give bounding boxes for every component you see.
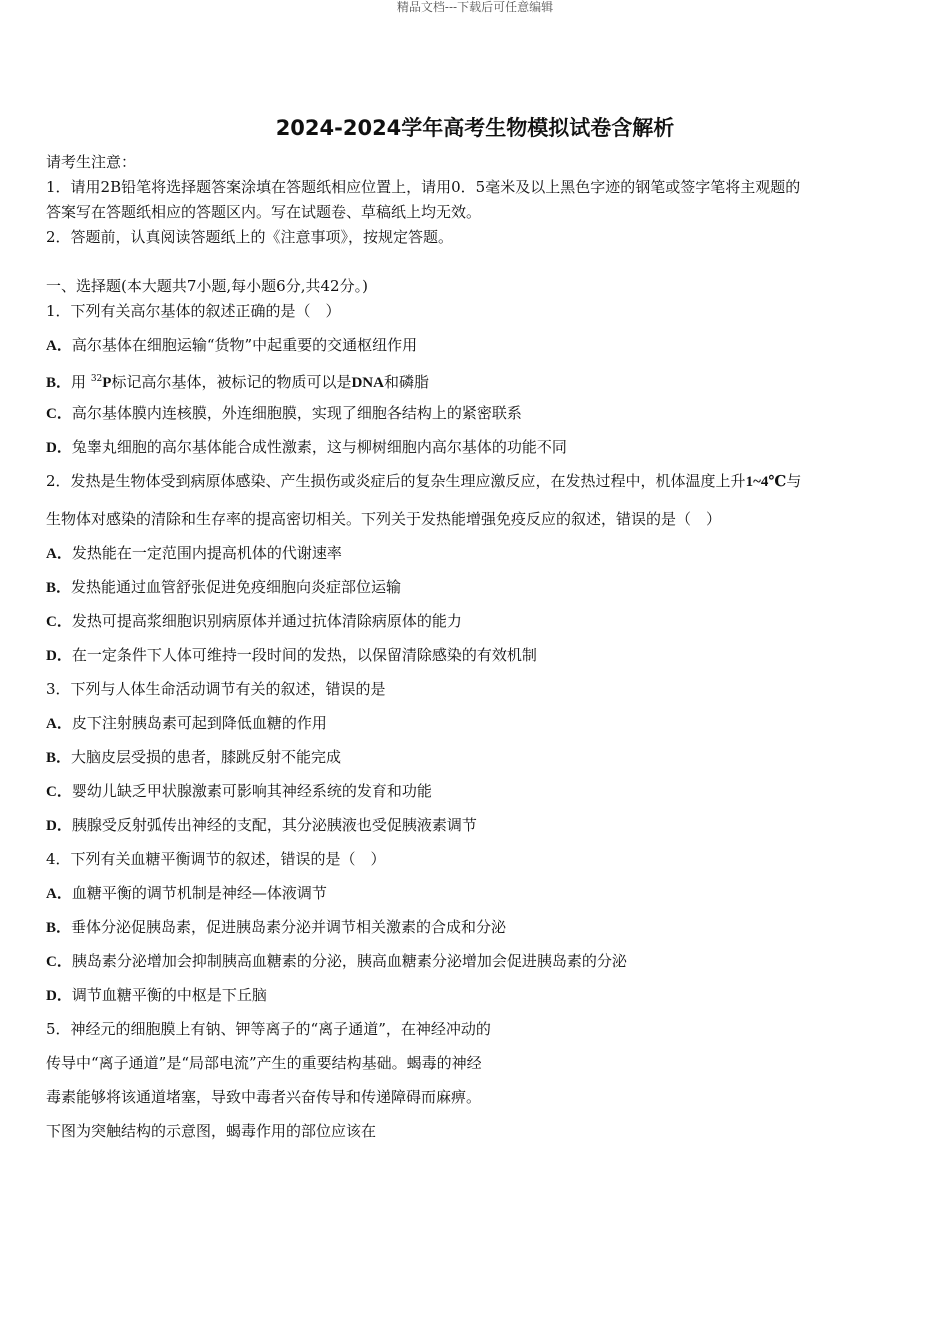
temperature-range: 1~4℃ <box>745 474 787 490</box>
notice-item-2: 2．答题前，认真阅读答题纸上的《注意事项》，按规定答题。 <box>46 228 454 246</box>
q2-stem-line-2: 生物体对感染的清除和生存率的提高密切相关。下列关于发热能增强免疫反应的叙述，错误的是（ ） <box>46 510 722 528</box>
q1-option-a <box>46 336 417 355</box>
option-label: C． <box>46 614 72 630</box>
page-title: 2024-2024学年高考生物模拟试卷含解析 <box>275 116 675 140</box>
section-heading: 一、选择题(本大题共7小题,每小题6分,共42分。) <box>46 277 368 295</box>
option-label: C． <box>46 954 72 970</box>
option-label: D． <box>46 988 72 1004</box>
option-text: 发热可提高浆细胞识别病原体并通过抗体清除病原体的能力 <box>71 612 462 630</box>
option-text: 调节血糖平衡的中枢是下丘脑 <box>71 986 267 1004</box>
q4-option-c <box>46 952 627 971</box>
option-text: 发热能在一定范围内提高机体的代谢速率 <box>71 544 342 562</box>
q3-option-a <box>46 714 327 733</box>
q3-option-b <box>46 748 341 767</box>
option-label: A． <box>46 886 72 902</box>
q2-option-d <box>46 646 537 665</box>
option-text: 兔睾丸细胞的高尔基体能合成性激素，这与柳树细胞内高尔基体的功能不同 <box>71 438 567 456</box>
stem-text: 2．发热是生物体受到病原体感染、产生损伤或炎症后的复杂生理应激反应，在发热过程中，机体温度上升 <box>46 472 746 490</box>
option-text: 大脑皮层受损的患者，膝跳反射不能完成 <box>71 748 342 766</box>
q5-line-3: 毒素能够将该通道堵塞，导致中毒者兴奋传导和传递障碍而麻痹。 <box>46 1088 482 1106</box>
q4-option-b <box>46 918 506 937</box>
option-label: D． <box>46 440 72 456</box>
isotope-symbol: P <box>102 375 112 391</box>
option-text: 皮下注射胰岛素可起到降低血糖的作用 <box>71 714 327 732</box>
option-label: D． <box>46 818 72 834</box>
option-text: 胰腺受反射弧传出神经的支配，其分泌胰液也受促胰液素调节 <box>71 816 477 834</box>
option-label: A． <box>46 716 72 732</box>
notice-item-1-line-1: 1．请用2B铅笔将选择题答案涂填在答题纸相应位置上，请用0．5毫米及以上黑色字迹的钢笔或签字笔将主观题的 <box>46 178 801 196</box>
option-text: 用 <box>71 373 87 391</box>
option-label: B． <box>46 580 72 596</box>
option-label: A． <box>46 546 72 562</box>
option-label: B． <box>46 375 72 391</box>
stem-text: 与 <box>786 472 802 490</box>
q2-option-c <box>46 612 462 631</box>
q1-stem: 1．下列有关高尔基体的叙述正确的是（ ） <box>46 302 341 320</box>
q4-option-a <box>46 884 327 903</box>
q5-line-2: 传导中“离子通道”是“局部电流”产生的重要结构基础。蝎毒的神经 <box>46 1054 482 1072</box>
option-text: 和磷脂 <box>383 373 429 391</box>
notice-item-1-line-2: 答案写在答题纸相应的答题区内。写在试题卷、草稿纸上均无效。 <box>46 203 482 221</box>
page-header: 精品文档---下载后可任意编辑 <box>396 0 554 14</box>
option-text: 胰岛素分泌增加会抑制胰高血糖素的分泌，胰高血糖素分泌增加会促进胰岛素的分泌 <box>71 952 627 970</box>
option-label: D． <box>46 648 72 664</box>
q5-line-4: 下图为突触结构的示意图，蝎毒作用的部位应该在 <box>46 1122 377 1140</box>
option-text: 婴幼儿缺乏甲状腺激素可影响其神经系统的发育和功能 <box>71 782 432 800</box>
q1-option-d <box>46 438 567 457</box>
q4-option-d <box>46 986 267 1005</box>
option-label: B． <box>46 920 72 936</box>
q2-option-a <box>46 544 342 563</box>
option-text: 血糖平衡的调节机制是神经—体液调节 <box>71 884 327 902</box>
option-label: C． <box>46 406 72 422</box>
q3-stem: 3．下列与人体生命活动调节有关的叙述，错误的是 <box>46 680 386 698</box>
q2-stem-line-1 <box>46 472 801 491</box>
q2-option-b <box>46 578 401 597</box>
option-label: B． <box>46 750 72 766</box>
q1-option-c <box>46 404 522 423</box>
dna-term: DNA <box>351 375 384 391</box>
option-text: 标记高尔基体，被标记的物质可以是 <box>111 373 352 391</box>
option-label: C． <box>46 784 72 800</box>
q4-stem: 4．下列有关血糖平衡调节的叙述，错误的是（ ） <box>46 850 386 868</box>
option-text: 发热能通过血管舒张促进免疫细胞向炎症部位运输 <box>71 578 402 596</box>
option-text: 高尔基体膜内连核膜，外连细胞膜，实现了细胞各结构上的紧密联系 <box>71 404 522 422</box>
q1-option-b <box>46 370 429 392</box>
isotope-mass: 32 <box>90 374 103 384</box>
q3-option-c <box>46 782 432 801</box>
option-text: 在一定条件下人体可维持一段时间的发热，以保留清除感染的有效机制 <box>71 646 537 664</box>
notice-heading: 请考生注意： <box>46 153 137 171</box>
option-text: 垂体分泌促胰岛素，促进胰岛素分泌并调节相关激素的合成和分泌 <box>71 918 507 936</box>
q5-line-1: 5．神经元的细胞膜上有钠、钾等离子的“离子通道”，在神经冲动的 <box>46 1020 491 1038</box>
option-text: 高尔基体在细胞运输“货物”中起重要的交通枢纽作用 <box>71 336 418 354</box>
option-label: A． <box>46 338 72 354</box>
q3-option-d <box>46 816 477 835</box>
